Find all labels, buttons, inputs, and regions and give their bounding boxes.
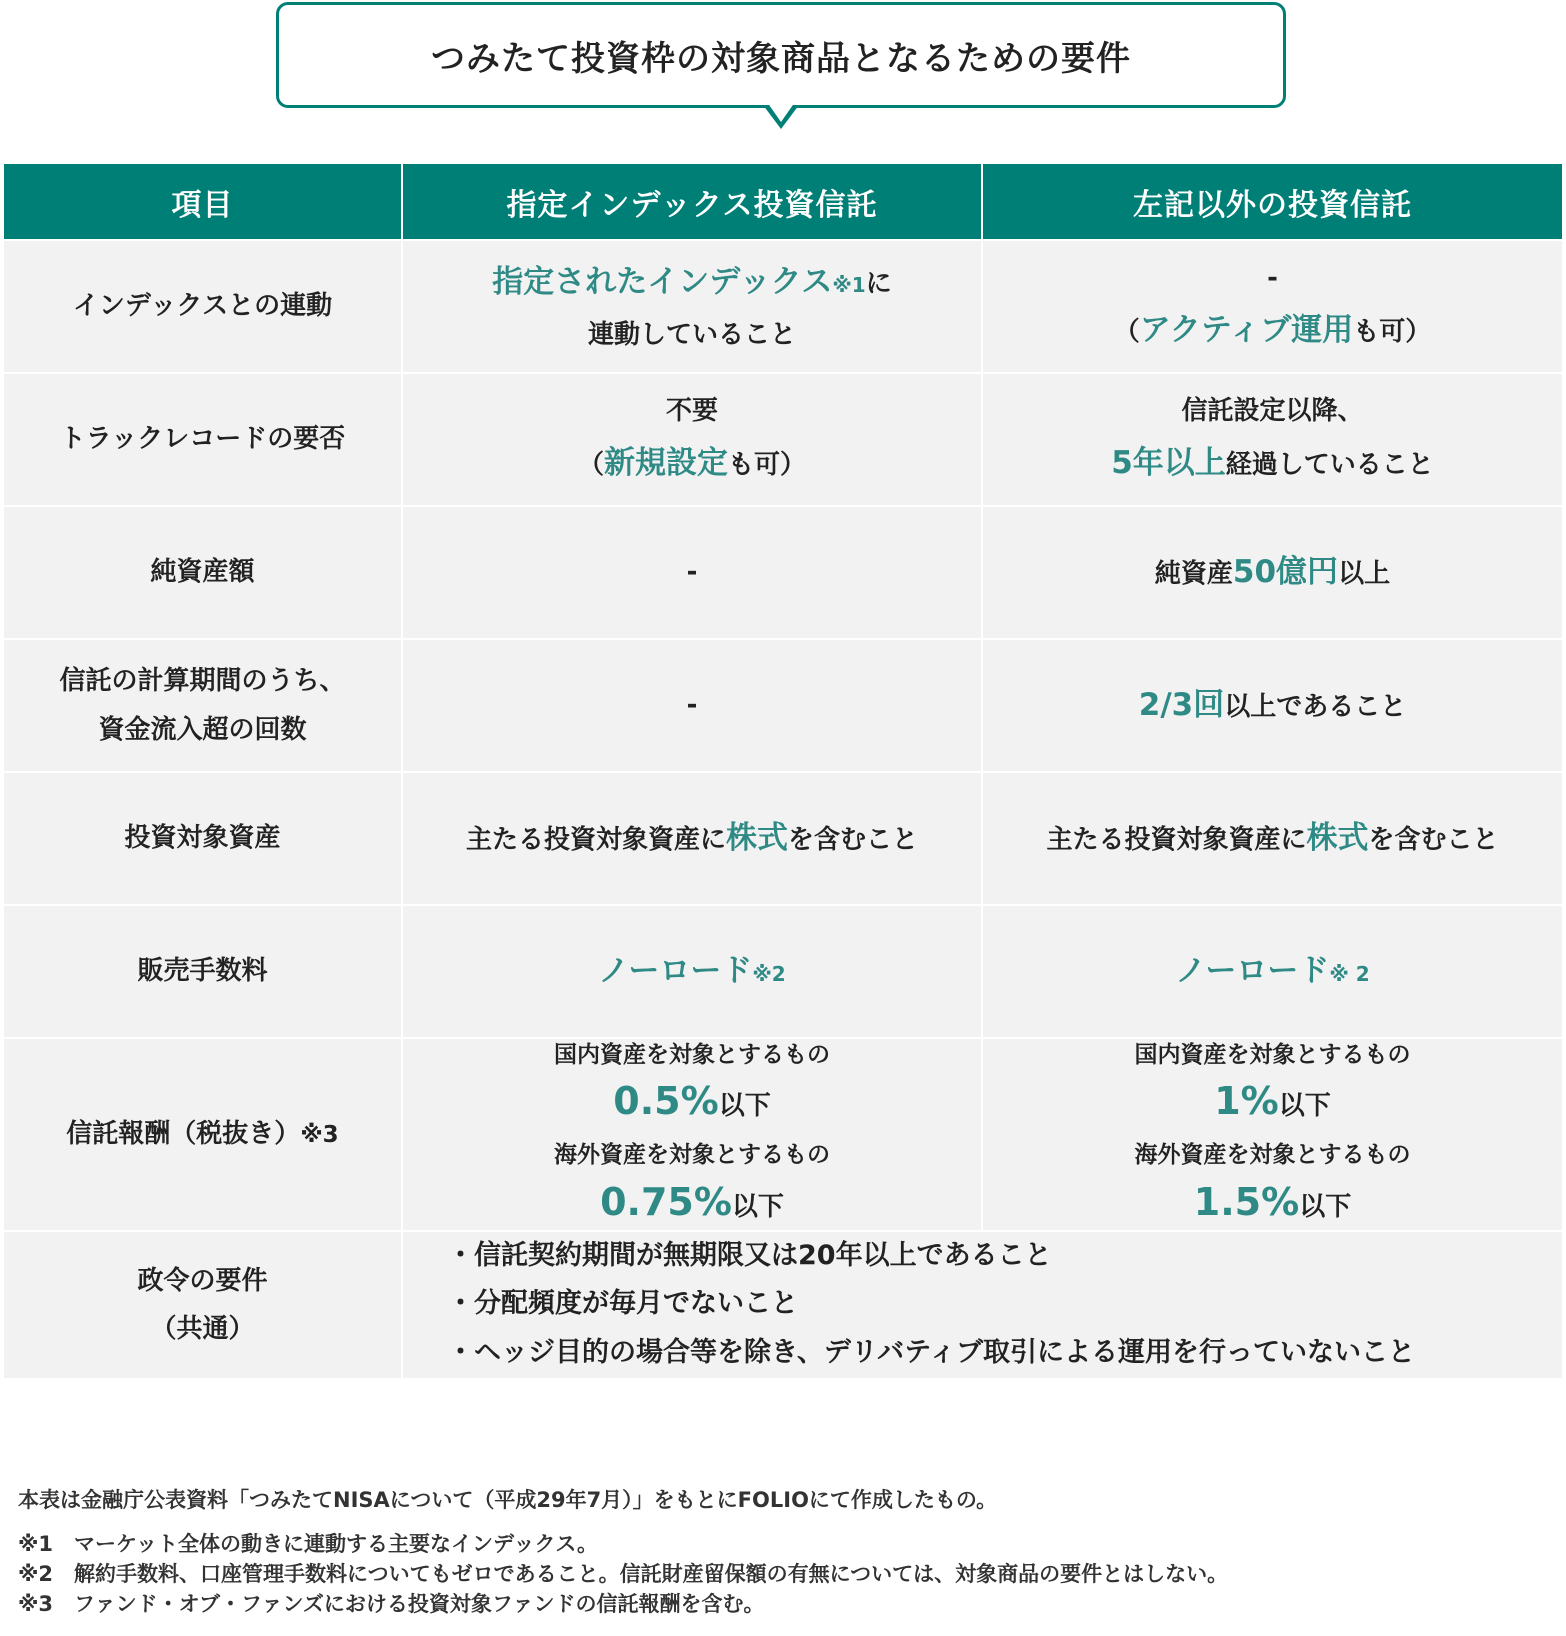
source-note: 本表は金融庁公表資料「つみたてNISAについて（平成29年7月）」をもとにFOLIOにて作成したもの。 (18, 1488, 998, 1512)
cell-text: を含むこと (788, 824, 919, 855)
highlight-text: 0.5% (613, 1079, 719, 1124)
cell-text: - (1267, 262, 1278, 293)
cell-text: 以下 (1299, 1191, 1352, 1222)
cell-text: 連動していること (587, 320, 796, 351)
row-label-target: 投資対象資産 (4, 772, 402, 905)
gov-requirements-list (403, 1232, 1562, 1378)
domestic-label: 国内資産を対象とするもの (1134, 1042, 1411, 1068)
cell-track-col2 (982, 373, 1562, 506)
page-title: つみたて投資枠の対象商品となるための要件 (276, 2, 1286, 108)
highlight-text: 50億円 (1232, 553, 1339, 590)
row-label-track: トラックレコードの要否 (4, 373, 402, 506)
cell-track-col1 (402, 373, 982, 506)
cell-target-col1 (402, 772, 982, 905)
title-callout (276, 2, 1286, 108)
table-row (4, 905, 1562, 1038)
highlight-text: 株式 (1306, 819, 1369, 856)
highlight-text: ノーロード (1175, 952, 1330, 989)
cell-text: 信託の計算期間のうち、 (59, 666, 346, 697)
cell-sales-col1 (402, 905, 982, 1038)
cell-text: 資金流入超の回数 (98, 714, 307, 745)
highlight-text: 1% (1214, 1079, 1279, 1124)
cell-text: （ (1113, 316, 1140, 347)
cell-gov-common (402, 1231, 1562, 1379)
domestic-label: 国内資産を対象とするもの (554, 1042, 830, 1068)
cell-text: 不要 (665, 395, 718, 426)
table-row (4, 1038, 1562, 1231)
cell-text: 以下 (718, 1091, 771, 1122)
highlight-text: 1.5% (1193, 1179, 1300, 1224)
cell-sales-col2 (982, 905, 1562, 1038)
foreign-label: 海外資産を対象とするもの (554, 1142, 830, 1169)
foreign-value (403, 1175, 981, 1230)
cell-text: 以上であること (1224, 691, 1407, 722)
domestic-value (983, 1074, 1562, 1129)
list-item: ・信託契約期間が無期限又は20年以上であること (447, 1239, 1052, 1271)
cell-text: も可） (728, 449, 807, 480)
table-row (4, 772, 1562, 905)
highlight-text: アクティブ運用 (1139, 311, 1354, 348)
row-label-sales: 販売手数料 (4, 905, 402, 1038)
cell-text: 主たる投資対象資産に (465, 824, 726, 855)
cell-assets-col1: - (402, 506, 982, 639)
footnote-ref: ※1 (832, 272, 866, 297)
highlight-text: 株式 (726, 819, 788, 856)
footnote-ref: ※ 2 (1329, 961, 1370, 986)
footnote-1: ※1 マーケット全体の動きに連動する主要なインデックス。 (18, 1532, 598, 1556)
cell-text: 純資産 (1154, 558, 1233, 589)
cell-text: 信託設定以降、 (1181, 395, 1364, 426)
row-label-fee (4, 1038, 402, 1231)
highlight-text: 指定されたインデックス (492, 263, 833, 300)
cell-target-col2 (982, 772, 1562, 905)
fee-block (403, 1039, 981, 1230)
cell-text: 信託報酬（税抜き） (66, 1119, 301, 1150)
header-index-fund: 指定インデックス投資信託 (402, 164, 982, 240)
cell-text: も可） (1353, 316, 1432, 347)
cell-text: 主たる投資対象資産に (1046, 824, 1307, 855)
foreign-label: 海外資産を対象とするもの (1134, 1142, 1411, 1169)
table-row (4, 639, 1562, 772)
cell-inflow-col2 (982, 639, 1562, 772)
table-row (4, 1231, 1562, 1379)
highlight-text: 5年以上 (1111, 444, 1226, 481)
cell-index-col1 (402, 240, 982, 373)
footnote-3: ※3 ファンド・オブ・ファンズにおける投資対象ファンドの信託報酬を含む。 (18, 1592, 765, 1616)
footnote-ref: ※2 (752, 961, 786, 986)
cell-inflow-col1: - (402, 639, 982, 772)
list-item: ・分配頻度が毎月でないこと (447, 1288, 798, 1320)
row-label-assets: 純資産額 (4, 506, 402, 639)
cell-text: （共通） (150, 1313, 255, 1344)
footnote-ref: ※3 (300, 1122, 339, 1149)
list-item: ・ヘッジ目的の場合等を除き、デリバティブ取引による運用を行っていないこと (447, 1337, 1415, 1369)
cell-text: 以下 (1278, 1091, 1331, 1122)
table-header-row (4, 164, 1562, 240)
highlight-text: 0.75% (600, 1179, 732, 1224)
header-other-fund: 左記以外の投資信託 (982, 164, 1562, 240)
cell-text: （ (577, 449, 604, 480)
cell-index-col2 (982, 240, 1562, 373)
cell-fee-col2 (982, 1038, 1562, 1231)
highlight-text: 新規設定 (604, 444, 728, 481)
cell-assets-col2 (982, 506, 1562, 639)
table-row (4, 240, 1562, 373)
highlight-text: 2/3回 (1138, 686, 1225, 723)
table-row (4, 373, 1562, 506)
cell-text: を含むこと (1368, 824, 1499, 855)
foreign-value (983, 1175, 1562, 1230)
row-label-index: インデックスとの連動 (4, 240, 402, 373)
cell-text: 以下 (731, 1191, 784, 1222)
requirements-table (4, 164, 1562, 1380)
domestic-value (403, 1074, 981, 1129)
cell-text: 経過していること (1225, 449, 1434, 480)
cell-fee-col1 (402, 1038, 982, 1231)
row-label-inflow (4, 639, 402, 772)
cell-text: に (865, 268, 892, 299)
table-row (4, 506, 1562, 639)
header-item: 項目 (4, 164, 402, 240)
callout-pointer-fill (767, 102, 795, 122)
cell-text: 政令の要件 (137, 1265, 268, 1296)
highlight-text: ノーロード (598, 952, 753, 989)
footnote-2: ※2 解約手数料、口座管理手数料についてもゼロであること。信託財産留保額の有無については、対象商品の要件とはしない。 (18, 1562, 1229, 1586)
cell-text: 以上 (1338, 558, 1391, 589)
fee-block (983, 1039, 1562, 1230)
row-label-gov (4, 1231, 402, 1379)
